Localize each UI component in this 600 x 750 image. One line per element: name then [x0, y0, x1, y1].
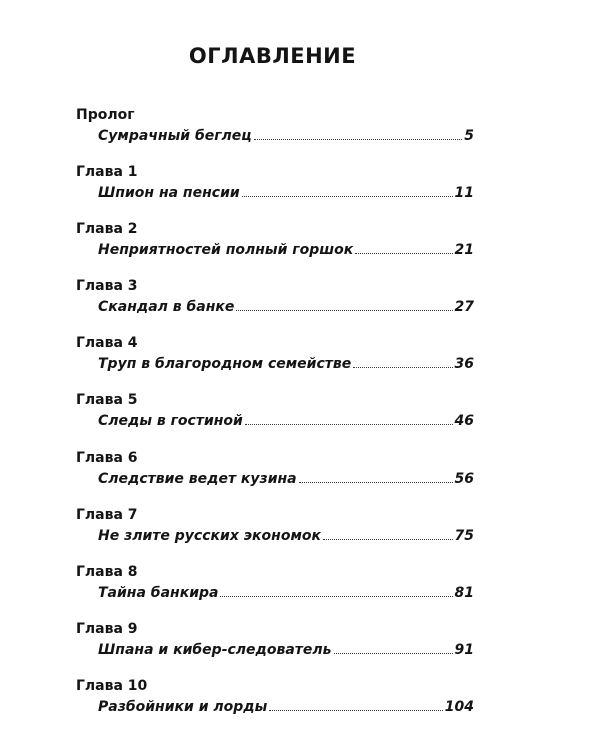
toc-line	[98, 355, 474, 373]
toc-line	[98, 412, 474, 430]
page-number: 21	[454, 242, 474, 259]
toc-entry-chapter-8	[76, 563, 474, 620]
toc-entry-prologue	[76, 106, 474, 163]
dot-leader	[353, 366, 452, 368]
chapter-label: Глава 1	[76, 164, 138, 181]
toc-line	[98, 241, 474, 259]
toc-line	[98, 298, 474, 316]
dot-leader	[355, 252, 452, 254]
page-number: 91	[454, 641, 474, 658]
dot-leader	[269, 709, 443, 711]
chapter-title-link[interactable]: Труп в благородном семействе	[98, 356, 352, 373]
page-number: 56	[454, 470, 474, 487]
dot-leader	[334, 652, 453, 654]
toc-entry-chapter-1	[76, 163, 474, 220]
page-number: 36	[454, 356, 474, 373]
page-number: 75	[454, 527, 474, 544]
chapter-title-link[interactable]: Скандал в банке	[98, 299, 235, 316]
chapter-label: Глава 9	[76, 620, 138, 637]
chapter-label: Глава 4	[76, 335, 138, 352]
toc-line	[98, 470, 474, 488]
page-number: 104	[444, 698, 474, 715]
chapter-label: Глава 2	[76, 221, 138, 238]
chapter-title-link[interactable]: Тайна банкира	[98, 584, 219, 601]
toc-line	[98, 698, 474, 716]
dot-leader	[242, 195, 453, 197]
toc-entry-chapter-4	[76, 334, 474, 391]
page-title: ОГЛАВЛЕНИЕ	[188, 44, 357, 68]
toc-entry-chapter-10	[76, 677, 474, 734]
toc-entry-chapter-9	[76, 620, 474, 677]
chapter-title-link[interactable]: Шпион на пенсии	[98, 185, 240, 202]
chapter-label: Глава 7	[76, 506, 138, 523]
chapter-label: Глава 3	[76, 278, 138, 295]
toc-line	[98, 527, 474, 545]
chapter-title-link[interactable]: Неприятностей полный горшок	[98, 242, 354, 259]
page-number: 11	[454, 185, 474, 202]
toc-line	[98, 184, 474, 202]
page-number: 46	[454, 413, 474, 430]
chapter-label: Глава 8	[76, 563, 138, 580]
chapter-title-link[interactable]: Следы в гостиной	[98, 413, 243, 430]
toc-line	[98, 127, 474, 145]
chapter-title-link[interactable]: Сумрачный беглец	[98, 128, 252, 144]
dot-leader	[323, 538, 453, 540]
toc-entry-chapter-2	[76, 220, 474, 277]
chapter-label: Глава 5	[76, 392, 138, 409]
page-number: 27	[454, 299, 474, 316]
chapter-title-link[interactable]: Не злите русских экономок	[98, 527, 322, 544]
page-number: 81	[454, 584, 474, 601]
chapter-title-link[interactable]: Разбойники и лорды	[98, 698, 268, 715]
toc-entry-chapter-5	[76, 391, 474, 448]
toc-entry-chapter-6	[76, 449, 474, 506]
table-of-contents	[76, 106, 474, 734]
chapter-title-link[interactable]: Следствие ведет кузина	[98, 470, 297, 487]
chapter-label: Глава 10	[76, 677, 148, 694]
dot-leader	[245, 423, 453, 425]
page-number: 5	[464, 128, 474, 144]
toc-entry-chapter-3	[76, 277, 474, 334]
dot-leader	[299, 481, 453, 483]
chapter-title-link[interactable]: Шпана и кибер-следователь	[98, 641, 332, 658]
dot-leader	[236, 309, 452, 311]
dot-leader	[220, 595, 452, 597]
chapter-label: Глава 6	[76, 449, 138, 466]
chapter-label: Пролог	[76, 107, 135, 123]
dot-leader	[254, 138, 463, 140]
toc-entry-chapter-7	[76, 506, 474, 563]
toc-line	[98, 641, 474, 659]
toc-line	[98, 584, 474, 602]
